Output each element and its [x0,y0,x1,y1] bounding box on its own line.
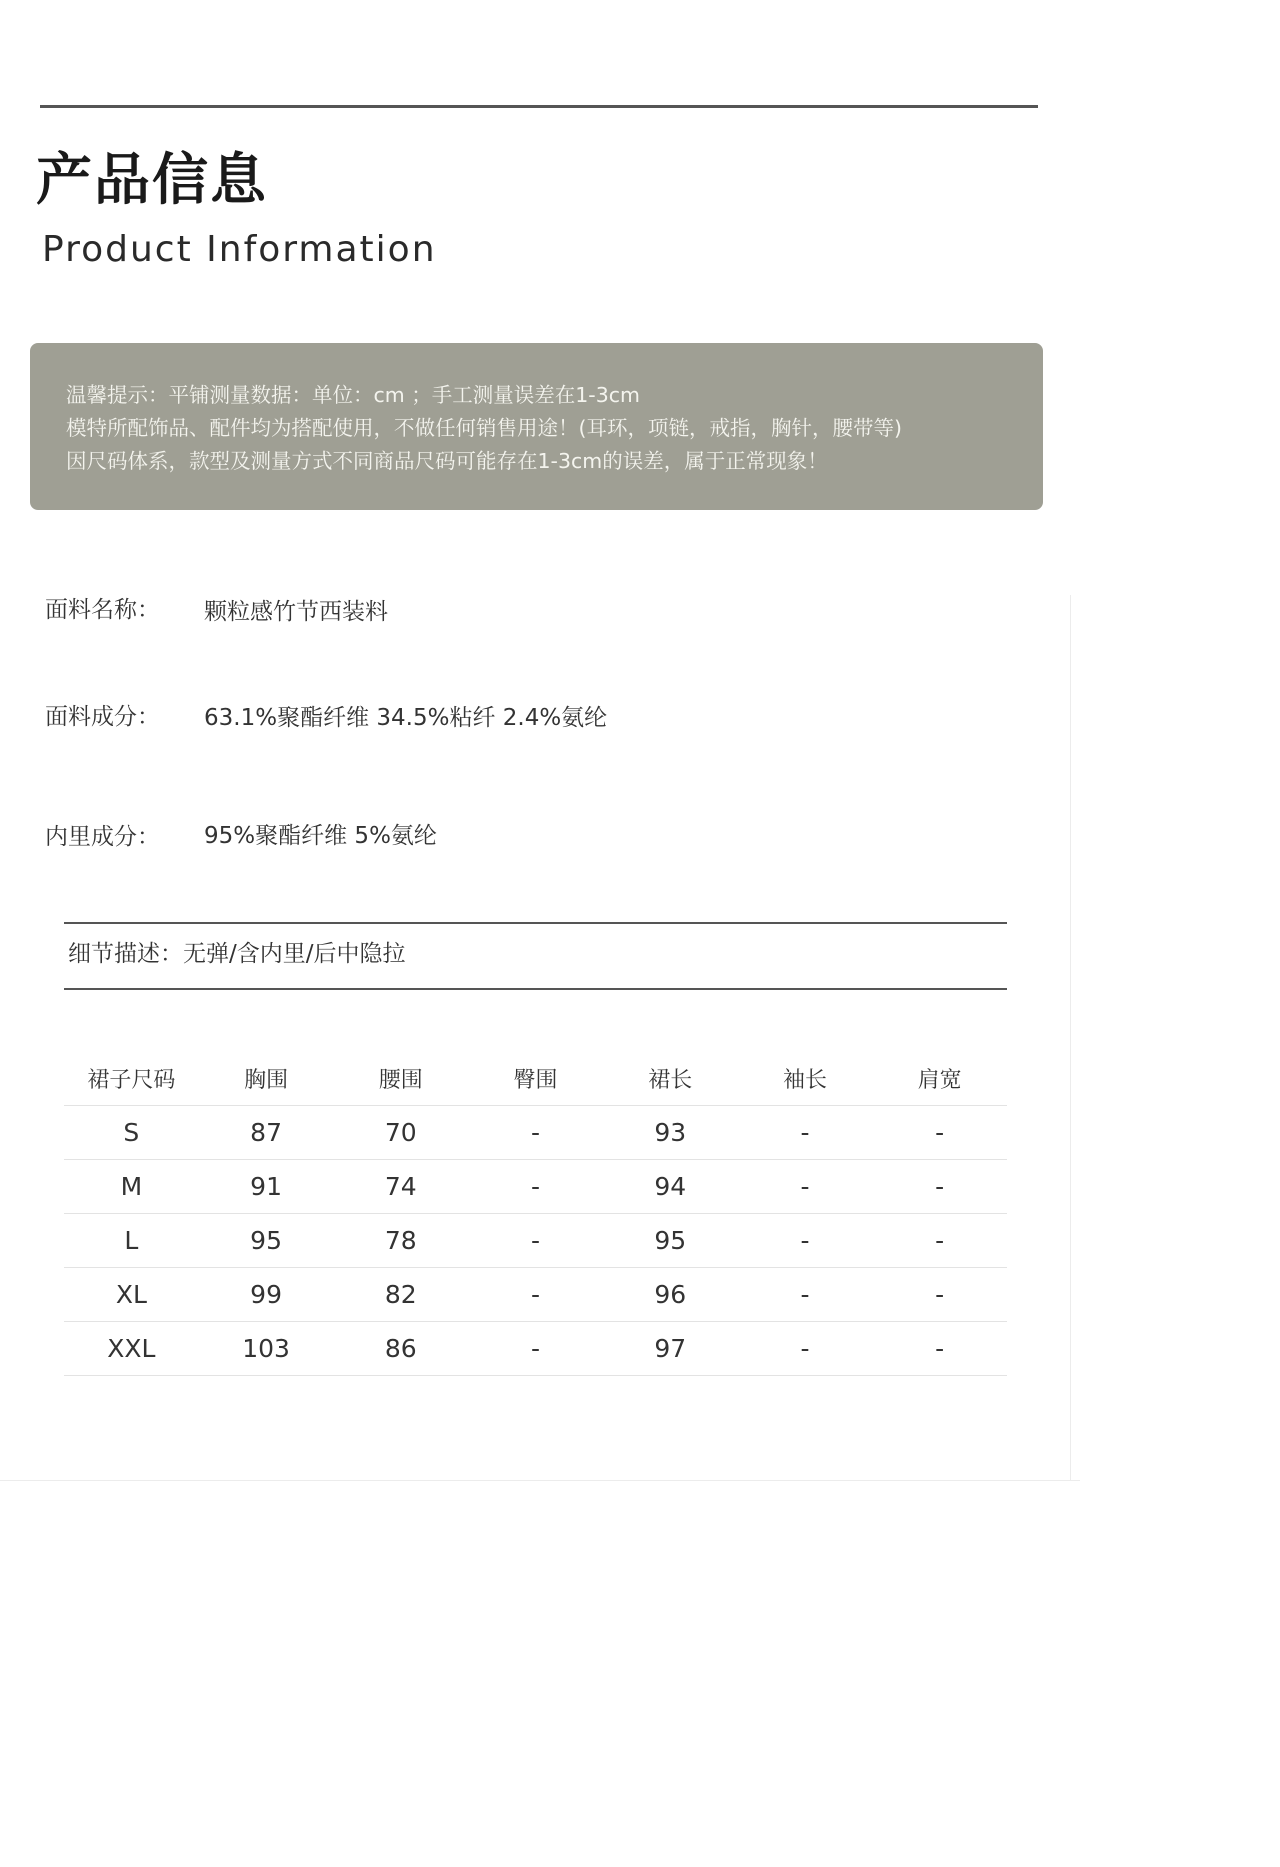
notice-box [30,343,1043,510]
hip-cell: - [531,1280,541,1309]
hip-cell: - [531,1226,541,1255]
skirt-length-cell: 95 [654,1226,687,1255]
shoulder-width-cell: - [935,1226,945,1255]
sleeve-length-cell: - [800,1172,810,1201]
notice-line-size-variance: 因尺码体系，款型及测量方式不同商品尺码可能存在1-3cm的误差，属于正常现象！ [66,449,828,473]
bottom-divider [0,1480,1080,1481]
lining-composition-label: 内里成分： [45,824,160,850]
hip-cell: - [531,1118,541,1147]
bust-cell: 87 [250,1118,282,1147]
fabric-name-value: 颗粒感竹节西装料 [204,599,388,625]
hip-cell: - [531,1172,541,1201]
header-hip: 臀围 [513,1067,558,1093]
skirt-length-cell: 96 [654,1280,687,1309]
shoulder-width-cell: - [935,1118,945,1147]
table-row [64,1322,1007,1376]
size-cell: XXL [107,1334,156,1363]
bust-cell: 91 [250,1172,282,1201]
waist-cell: 78 [384,1226,417,1255]
sleeve-length-cell: - [800,1226,810,1255]
sleeve-length-cell: - [800,1280,810,1309]
header-skirt-length: 裙长 [648,1067,693,1093]
page-subtitle: Product Information [42,229,437,270]
size-cell: XL [115,1280,147,1309]
details-bottom-divider [64,988,1007,990]
table-row [64,1214,1007,1268]
page-title: 产品信息 [36,148,268,213]
header-sleeve-length: 袖长 [782,1067,827,1093]
table-row [64,1160,1007,1214]
size-cell: S [123,1118,140,1147]
header-waist: 腰围 [378,1067,423,1093]
waist-cell: 74 [384,1172,417,1201]
size-table-header [64,1051,1007,1106]
details-description: 细节描述：无弹/含内里/后中隐拉 [68,941,406,967]
shoulder-width-cell: - [935,1280,945,1309]
notice-line-measurement: 温馨提示：平铺测量数据：单位：cm ；手工测量误差在1-3cm [66,383,640,407]
shoulder-width-cell: - [935,1172,945,1201]
hip-cell: - [531,1334,541,1363]
waist-cell: 70 [384,1118,417,1147]
size-cell: M [120,1172,143,1201]
bust-cell: 99 [250,1280,282,1309]
fabric-composition-label: 面料成分： [45,704,160,730]
top-divider [40,105,1038,108]
table-row [64,1268,1007,1322]
header-size: 裙子尺码 [87,1067,176,1093]
size-cell: L [124,1226,139,1255]
notice-line-accessories: 模特所配饰品、配件均为搭配使用，不做任何销售用途！(耳环，项链，戒指，胸针，腰带等) [66,416,902,440]
sleeve-length-cell: - [800,1118,810,1147]
size-table [64,1051,1007,1376]
header-bust: 胸围 [244,1067,289,1093]
header-shoulder-width: 肩宽 [917,1067,962,1093]
skirt-length-cell: 93 [654,1118,687,1147]
waist-cell: 82 [384,1280,417,1309]
details-top-divider [64,922,1007,924]
waist-cell: 86 [384,1334,417,1363]
table-row [64,1106,1007,1160]
bust-cell: 103 [242,1334,290,1363]
bust-cell: 95 [250,1226,282,1255]
fabric-composition-value: 63.1%聚酯纤维 34.5%粘纤 2.4%氨纶 [204,705,608,731]
lining-composition-value: 95%聚酯纤维 5%氨纶 [204,823,437,849]
shoulder-width-cell: - [935,1334,945,1363]
sleeve-length-cell: - [800,1334,810,1363]
skirt-length-cell: 94 [654,1172,687,1201]
skirt-length-cell: 97 [654,1334,687,1363]
fabric-name-label: 面料名称： [45,597,160,623]
right-edge-divider [1070,595,1071,1480]
